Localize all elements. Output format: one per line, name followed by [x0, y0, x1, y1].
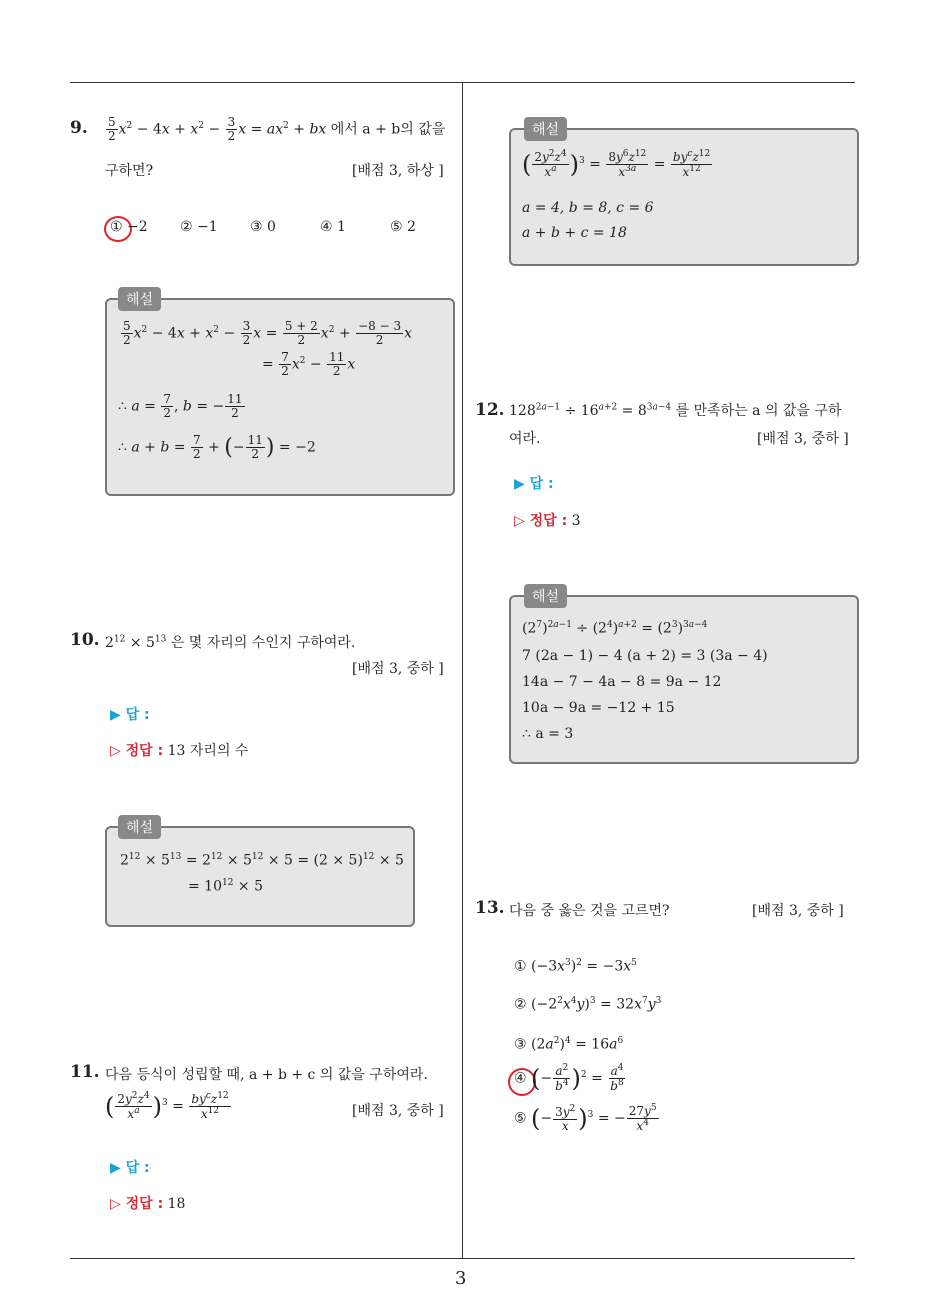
q11-correct-label: ▷ 정답 : — [110, 1196, 164, 1212]
q13-number: 13. — [475, 898, 505, 918]
q12-solution-line3: 14a − 7 − 4a − 8 = 9a − 12 — [522, 674, 722, 690]
q11-number: 11. — [70, 1062, 100, 1082]
q9-solution-line1: $\frac{5}{2}$ $x^2 - 4x + x^2$ − $\frac{3}{2}$ x = $\frac{5 + 2}{2}$ $x^2$ + $\frac{-8 - 3}{2}$ x — [123, 319, 412, 348]
column-divider — [462, 82, 463, 1258]
q10-number: 10. — [70, 630, 100, 650]
q9-number: 9. — [70, 118, 88, 138]
q11-text: 다음 등식이 성립할 때, a + b + c 의 값을 구하여라. — [105, 1067, 428, 1083]
q10-solution-line1: $2^{12} \times 5^{13} = 2^{12} \times 5^{12} \times 5 = (2 \times 5)^{12} \times 5$ — [120, 852, 404, 869]
q9-solution-line4: ∴ a + b = $\frac{7}{2}$ + (− $\frac{11}{2}$ ) = −2 — [118, 433, 316, 462]
q9-solution-line3: ∴ a = $\frac{7}{2}$ , b = − $\frac{11}{2}$ — [118, 392, 243, 421]
page-number: 3 — [455, 1268, 467, 1289]
q12-solution-line5: ∴ a = 3 — [522, 726, 574, 742]
q10-answer-label: ▶ 답 : — [110, 707, 150, 723]
q11-solution-line3: a + b + c = 18 — [522, 225, 627, 241]
q12-number: 12. — [475, 400, 505, 420]
q9-choice-3[interactable]: ③ 0 — [250, 219, 276, 235]
q11-correct — [110, 1193, 185, 1213]
q9-choice-2[interactable]: ② −1 — [180, 219, 218, 235]
q9-equation: $\frac{5}{2}$ $x^2 - 4x + x^2$ − $\frac{3}{2}$ $x = ax^2$ + bx 에서 a + b의 값을 — [108, 115, 446, 144]
q12-correct — [514, 510, 581, 530]
q9-choice-5[interactable]: ⑤ 2 — [390, 219, 416, 235]
q12-text-line2: 여라. — [509, 431, 541, 447]
q10-text: 은 몇 자리의 수인지 구하여라. — [170, 635, 356, 651]
q9-solution-tag: 해설 — [118, 287, 161, 311]
q12-solution-line4: 10a − 9a = −12 + 15 — [522, 700, 675, 716]
q10-meta: [배점 3, 중하 ] — [352, 661, 444, 677]
q10-correct-label: ▷ 정답 : — [110, 743, 164, 759]
q13-choice-4[interactable]: ④ (− $\frac{a^2}{b^4}$ )$^2$ = $\frac{a^4}{b^8}$ — [514, 1063, 624, 1094]
q11-answer-label: ▶ 답 : — [110, 1160, 150, 1176]
q13-text: 다음 중 옳은 것을 고르면? — [509, 903, 670, 919]
q10-correct-value: 13 자리의 수 — [167, 743, 249, 759]
q10-correct — [110, 740, 248, 760]
q13-meta: [배점 3, 중하 ] — [752, 903, 844, 919]
q9-text-line2: 구하면? — [105, 163, 154, 179]
q13-choice-3[interactable]: ③ $(2a^2)^4 = 16a^6$ — [514, 1036, 624, 1053]
q12-correct-label: ▷ 정답 : — [514, 513, 568, 529]
q13-choice-2[interactable]: ② $(-2^2x^4y)^3 = 32x^7y^3$ — [514, 996, 662, 1013]
q9-meta: [배점 3, 하상 ] — [352, 163, 444, 179]
q10-question: $2^{12} \times 5^{13}$ 은 몇 자리의 수인지 구하여라. — [105, 634, 356, 651]
q12-text: 를 만족하는 a 의 값을 구하 — [675, 403, 842, 419]
q11-solution-line2: a = 4, b = 8, c = 6 — [522, 200, 654, 216]
q12-solution-line1: $(2^7)^{2a-1} \div (2^4)^{a+2} = (2^3)^{3a-4}$ — [522, 620, 708, 637]
q9-choice-1[interactable]: ① −2 — [110, 219, 148, 235]
q11-equation: ( $\frac{2y^2z^4}{x^a}$ )$^3$ = $\frac{by^cz^{12}}{x^{12}}$ — [105, 1091, 229, 1122]
q13-choice-5[interactable]: ⑤ (− $\frac{3y^2}{x}$ )$^3$ = − $\frac{27y^5}{x^4}$ — [514, 1103, 657, 1134]
q11-solution-tag: 해설 — [524, 117, 567, 141]
q12-meta: [배점 3, 중하 ] — [757, 431, 849, 447]
q13-choice-1[interactable]: ① $(-3x^3)^2 = -3x^5$ — [514, 958, 637, 975]
q12-question: $128^{2a-1} \div 16^{a+2} = 8^{3a-4}$ 를 만족하는 a 의 값을 구하 — [509, 402, 842, 419]
q10-solution-box — [105, 826, 415, 927]
q11-solution-line1: ( $\frac{2y^2z^4}{x^a}$ )$^3$ = $\frac{8y^6z^{12}}{x^{3a}}$ = $\frac{by^cz^{12}}{x^{12}}$ — [522, 149, 711, 180]
q12-solution-tag: 해설 — [524, 584, 567, 608]
q10-solution-tag: 해설 — [118, 815, 161, 839]
q9-solution-line2: = $\frac{7}{2}$ $x^2$ − $\frac{11}{2}$ x — [262, 350, 356, 379]
q11-meta: [배점 3, 중하 ] — [352, 1103, 444, 1119]
q12-correct-value: 3 — [571, 513, 581, 529]
q9-text: 에서 a + b의 값을 — [330, 121, 446, 138]
q12-answer-label: ▶ 답 : — [514, 476, 554, 492]
bottom-rule — [70, 1258, 855, 1259]
q11-correct-value: 18 — [167, 1196, 186, 1212]
q12-solution-line2: 7 (2a − 1) − 4 (a + 2) = 3 (3a − 4) — [522, 648, 768, 664]
q10-solution-line2: = $10^{12} \times 5$ — [188, 878, 263, 895]
q9-choice-4[interactable]: ④ 1 — [320, 219, 346, 235]
